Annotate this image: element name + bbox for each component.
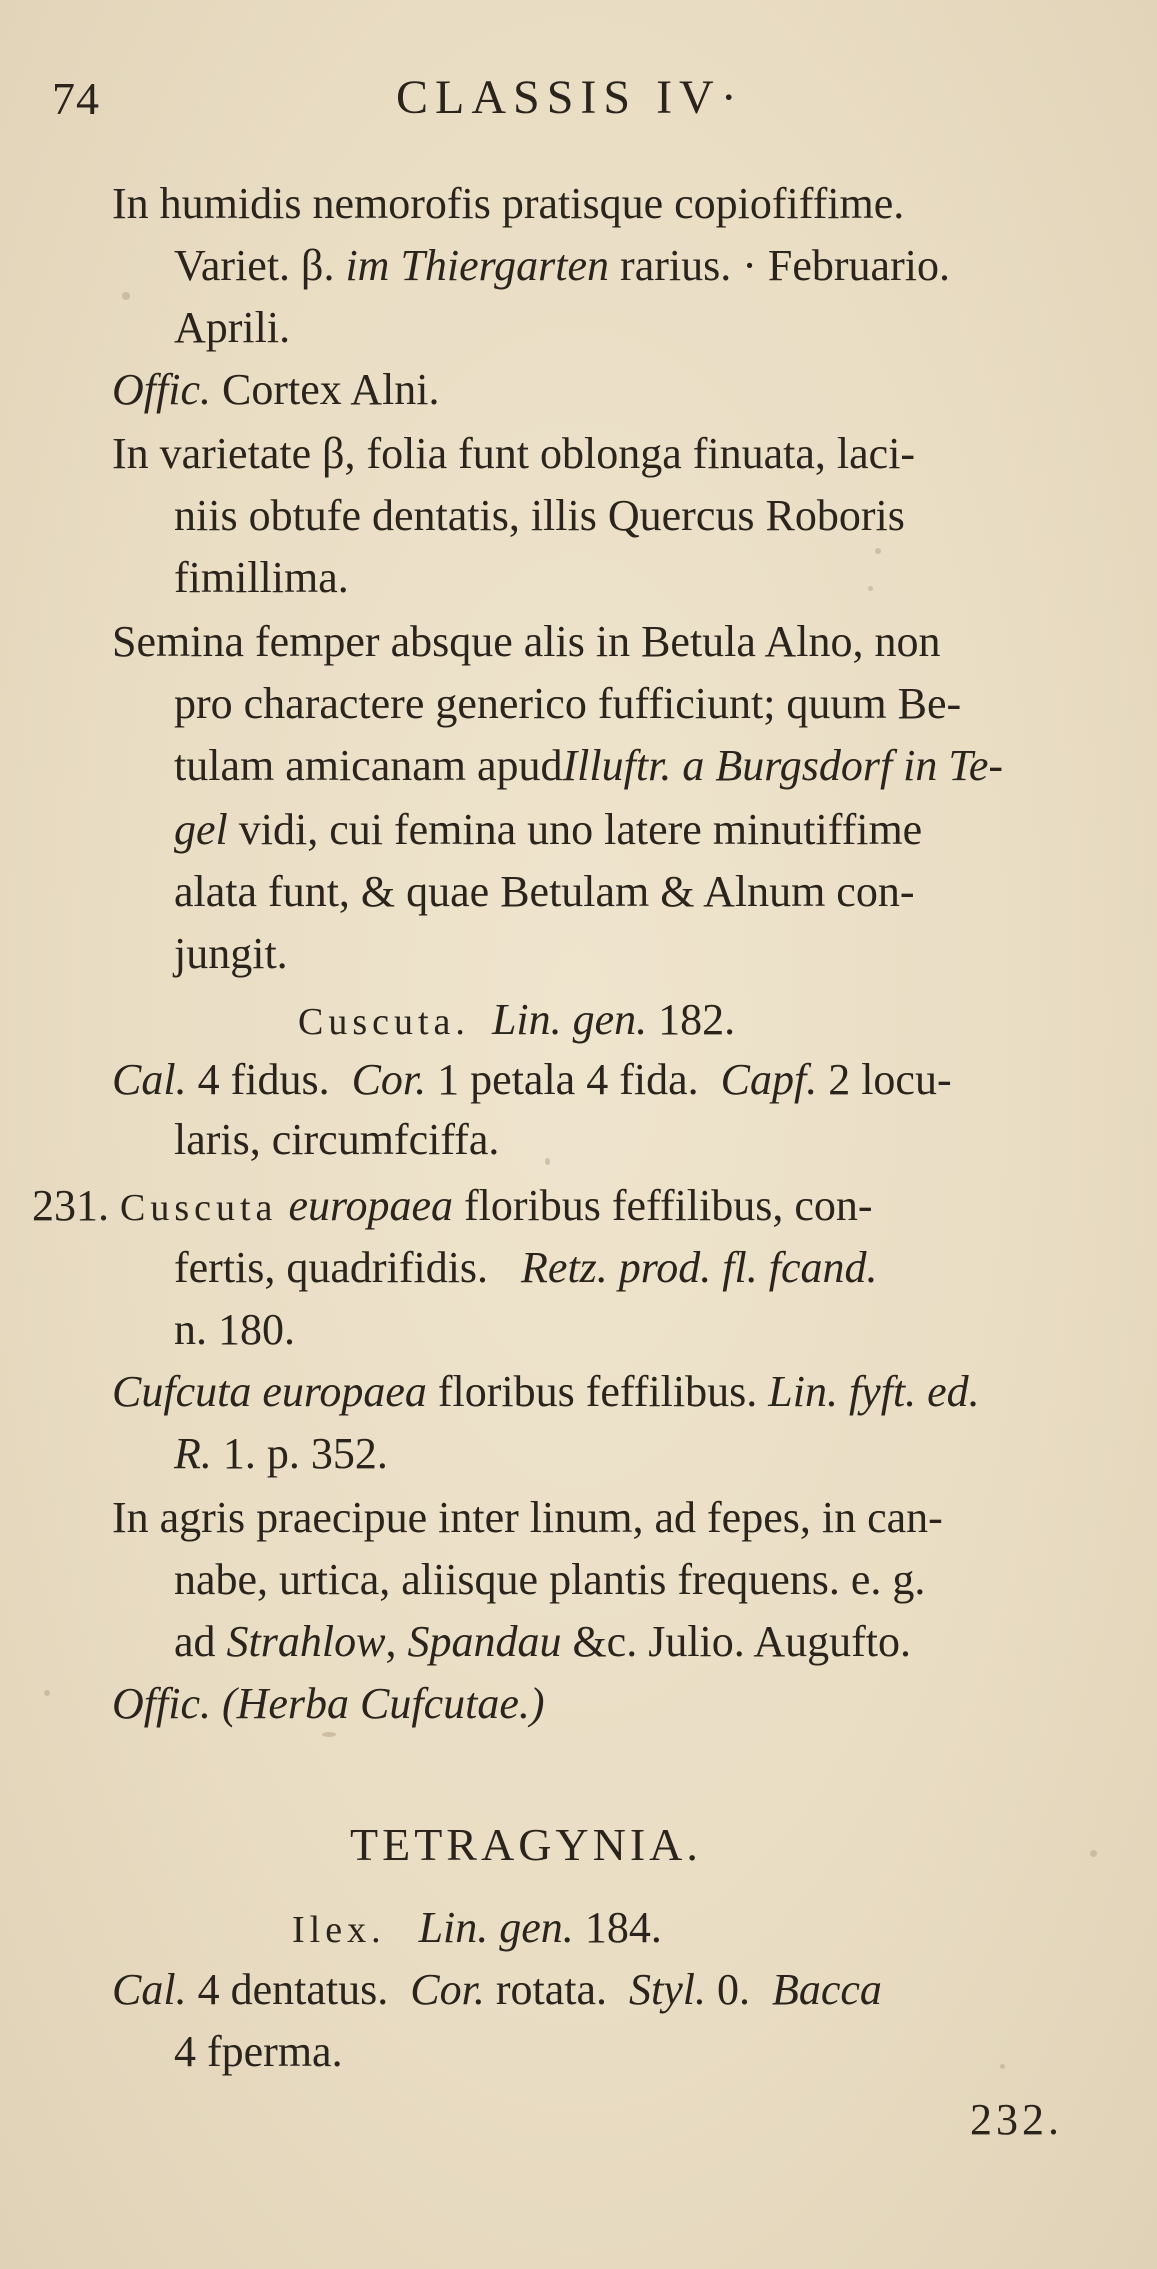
- text-line: R. 1. p. 352.: [174, 1429, 388, 1478]
- text-line: laris, circumfciffa.: [174, 1115, 500, 1164]
- text-line: alata funt, & quae Betulam & Alnum con-: [174, 867, 915, 916]
- running-title: CLASSIS IV·: [396, 71, 744, 124]
- text-line: Variet. β. im Thiergarten rarius. · Februario.: [174, 241, 950, 290]
- text-line: n. 180.: [174, 1305, 295, 1354]
- paper-speck: [1000, 2064, 1005, 2069]
- text-line: Semina femper absque alis in Betula Alno, non: [112, 617, 941, 666]
- genus-heading: Cuscuta. Lin. gen. 182.: [298, 995, 736, 1044]
- text-line: Cal. 4 fidus. Cor. 1 petala 4 fida. Capf. 2 locu-: [112, 1055, 952, 1104]
- text-line: Cal. 4 dentatus. Cor. rotata. Styl. 0. Bacca: [112, 1965, 882, 2014]
- paper-speck: [322, 1732, 336, 1737]
- paper-speck: [122, 292, 130, 300]
- text-line: In agris praecipue inter linum, ad fepes, in can-: [112, 1493, 943, 1542]
- section-heading: TETRAGYNIA.: [350, 1819, 702, 1870]
- paper-speck: [1090, 1850, 1097, 1857]
- catchword: 232.: [970, 2095, 1063, 2144]
- species-entry: 231. Cuscuta europaea floribus feffilibus, con-: [32, 1181, 873, 1230]
- page-number: 74: [52, 73, 100, 124]
- text-line: jungit.: [174, 929, 288, 978]
- text-line: tulam amicanam apudIlluftr. a Burgsdorf in Te-: [174, 741, 1004, 790]
- text-line: fimillima.: [174, 553, 349, 602]
- genus-heading: Ilex. Lin. gen. 184.: [292, 1903, 662, 1952]
- text-line: pro charactere generico fufficiunt; quum Be-: [174, 679, 962, 728]
- paper-speck: [545, 1158, 550, 1165]
- text-line: 4 fperma.: [174, 2027, 343, 2076]
- text-line: Offic. (Herba Cufcutae.): [112, 1679, 545, 1728]
- text-line: In varietate β, folia funt oblonga finuata, laci-: [112, 429, 916, 478]
- text-line: ad Strahlow, Spandau &c. Julio. Augufto.: [174, 1617, 912, 1666]
- paper-speck: [44, 1690, 50, 1696]
- text-line: Aprili.: [174, 303, 291, 352]
- text-line: niis obtufe dentatis, illis Quercus Roboris: [174, 491, 905, 540]
- text-line: Cufcuta europaea floribus feffilibus. Lin. fyft. ed.: [112, 1367, 980, 1416]
- paper-speck: [868, 586, 873, 591]
- text-line: gel vidi, cui femina uno latere minutiffime: [174, 805, 923, 854]
- paper-speck: [875, 548, 881, 554]
- text-line: fertis, quadrifidis. Retz. prod. fl. fcand.: [174, 1243, 878, 1292]
- text-line: In humidis nemorofis pratisque copiofiffime.: [112, 179, 905, 228]
- text-line: nabe, urtica, aliisque plantis frequens. e. g.: [174, 1555, 926, 1604]
- text-line: Offic. Cortex Alni.: [112, 365, 440, 414]
